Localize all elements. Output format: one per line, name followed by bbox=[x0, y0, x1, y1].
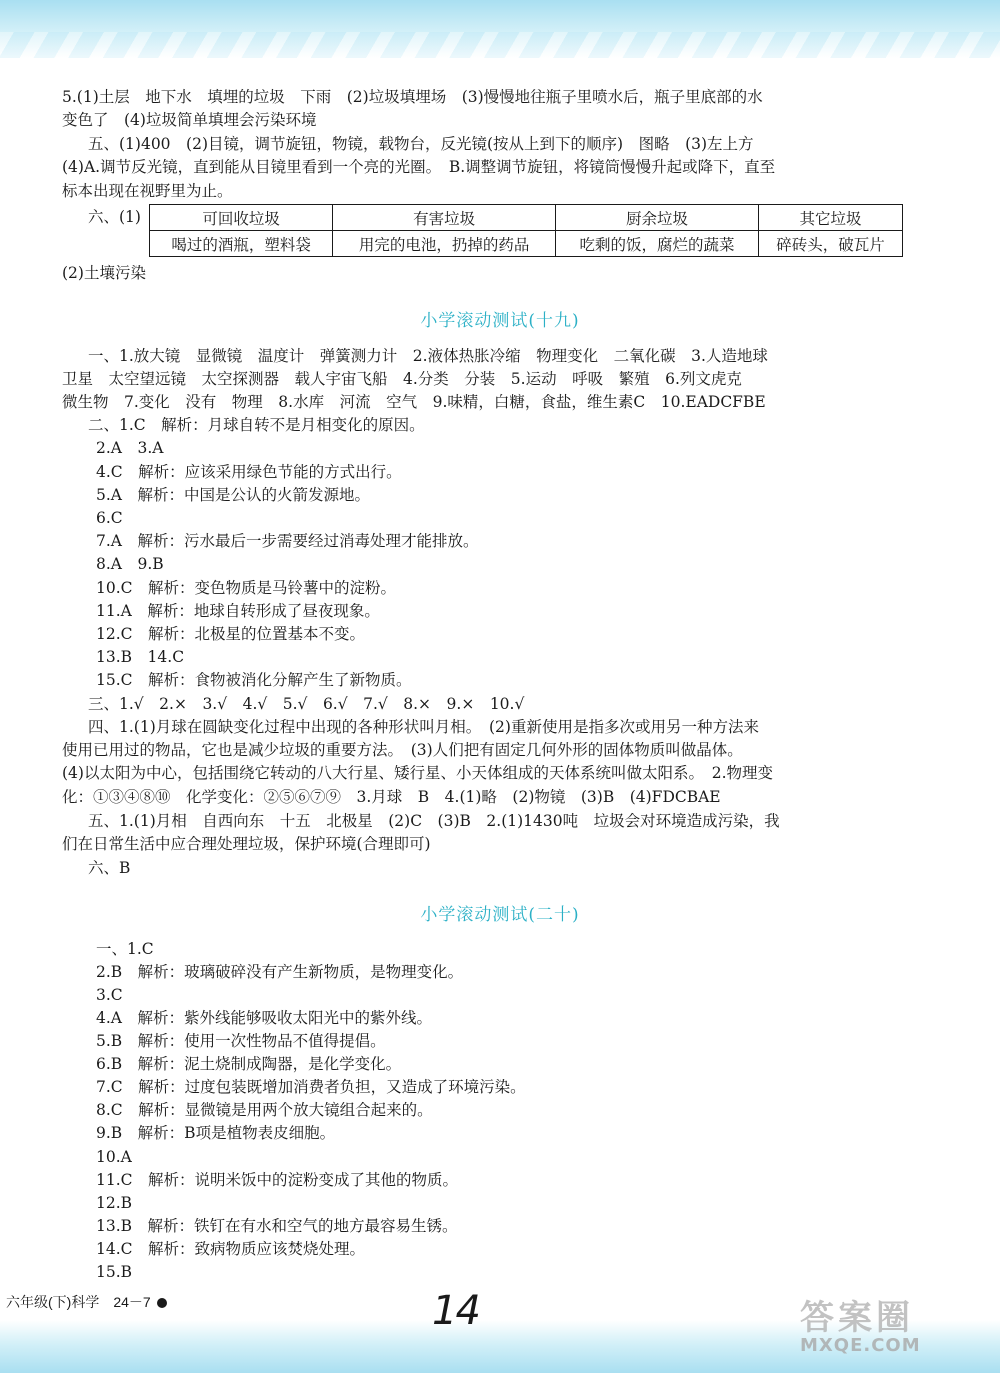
table-cell: 吃剩的饭，腐烂的蔬菜 bbox=[555, 231, 758, 257]
text-line: 4.A 解析：紫外线能够吸收太阳光中的紫外线。 bbox=[96, 1009, 432, 1027]
text-line: 6.C bbox=[96, 509, 123, 527]
text-line: 15.C 解析：食物被消化分解产生了新物质。 bbox=[96, 671, 412, 689]
text-line: 3.C bbox=[96, 986, 123, 1004]
table-cell: 碎砖头，破瓦片 bbox=[758, 231, 902, 257]
text-line: 14.C 解析：致病物质应该焚烧处理。 bbox=[96, 1240, 366, 1258]
text-line: 2.B 解析：玻璃破碎没有产生新物质，是物理变化。 bbox=[96, 963, 464, 981]
bullet-dot-icon bbox=[157, 1298, 167, 1308]
text-line: 一、1.C bbox=[96, 940, 154, 958]
footer-label bbox=[6, 1292, 167, 1312]
text-line: 四、1.(1)月球在圆缺变化过程中出现的各种形状叫月相。 (2)重新使用是指多次或用另一种方法来 bbox=[88, 718, 759, 736]
top-decorative-band bbox=[0, 0, 1000, 58]
text-line: 10.C 解析：变色物质是马铃薯中的淀粉。 bbox=[96, 579, 397, 597]
text-line: 们在日常生活中应合理处理垃圾，保护环境(合理即可) bbox=[62, 835, 431, 853]
text-line: 10.A bbox=[96, 1148, 132, 1166]
text-line: 二、1.C 解析：月球自转不是月相变化的原因。 bbox=[88, 416, 425, 434]
table-row bbox=[150, 231, 903, 257]
text-line: 六、B bbox=[88, 859, 131, 877]
watermark-url: MXQE.COM bbox=[800, 1335, 921, 1356]
text-line: 13.B 解析：铁钉在有水和空气的地方最容易生锈。 bbox=[96, 1217, 458, 1235]
text-line: 8.A 9.B bbox=[96, 555, 164, 573]
text-line: 三、1.√ 2.× 3.√ 4.√ 5.√ 6.√ 7.√ 8.× 9.× 10.√ bbox=[88, 695, 525, 713]
table-header-row bbox=[150, 205, 903, 231]
text-line: 一、1.放大镜 显微镜 温度计 弹簧测力计 2.液体热胀冷缩 物理变化 二氧化碳 3.人造地球 bbox=[88, 347, 768, 365]
text-line: (4)以太阳为中心，包括围绕它转动的八大行星、矮行星、小天体组成的天体系统叫做太阳系。 2.物理变 bbox=[62, 764, 773, 782]
text-line: 2.A 3.A bbox=[96, 439, 164, 457]
text-line: 6.B 解析：泥土烧制成陶器，是化学变化。 bbox=[96, 1055, 402, 1073]
table-header-cell: 其它垃圾 bbox=[758, 205, 902, 231]
text-line: 8.C 解析：显微镜是用两个放大镜组合起来的。 bbox=[96, 1101, 433, 1119]
text-line: 12.C 解析：北极星的位置基本不变。 bbox=[96, 625, 366, 643]
garbage-sorting-table bbox=[149, 204, 903, 257]
text-line: 7.A 解析：污水最后一步需要经过消毒处理才能排放。 bbox=[96, 532, 479, 550]
watermark bbox=[800, 1290, 990, 1360]
table-header-cell: 厨余垃圾 bbox=[555, 205, 758, 231]
text-line: 五、1.(1)月相 自西向东 十五 北极星 (2)C (3)B 2.(1)1430吨 垃圾会对环境造成污染，我 bbox=[88, 812, 780, 830]
table-header-cell: 有害垃圾 bbox=[333, 205, 556, 231]
text-line: (4)A.调节反光镜，直到能从目镜里看到一个亮的光圈。 B.调整调节旋钮，将镜筒慢慢升起或降下，直至 bbox=[62, 158, 776, 176]
text-line: 11.C 解析：说明米饭中的淀粉变成了其他的物质。 bbox=[96, 1171, 459, 1189]
watermark-logo-text: 答案圈 bbox=[800, 1298, 914, 1338]
footer-label-text: 六年级(下)科学 24－7 bbox=[6, 1294, 151, 1310]
text-line: 卫星 太空望远镜 太空探测器 载人宇宙飞船 4.分类 分装 5.运动 呼吸 繁殖 6.列文虎克 bbox=[62, 370, 742, 388]
table-cell: 喝过的酒瓶，塑料袋 bbox=[150, 231, 333, 257]
table-prefix: 六、(1) bbox=[88, 208, 141, 226]
text-line: 变色了 (4)垃圾简单填埋会污染环境 bbox=[62, 111, 317, 129]
text-line: 微生物 7.变化 没有 物理 8.水库 河流 空气 9.味精，白糖，食盐，维生素C 10.EADCFBE bbox=[62, 393, 766, 411]
text-line: 11.A 解析：地球自转形成了昼夜现象。 bbox=[96, 602, 380, 620]
text-line: (2)土壤污染 bbox=[62, 264, 146, 282]
text-line: 五、(1)400 (2)目镜，调节旋钮，物镜，载物台，反光镜(按从上到下的顺序) 图略 (3)左上方 bbox=[88, 135, 754, 153]
text-line: 9.B 解析：B项是植物表皮细胞。 bbox=[96, 1124, 336, 1142]
text-line: 13.B 14.C bbox=[96, 648, 185, 666]
text-line: 5.(1)土层 地下水 填埋的垃圾 下雨 (2)垃圾填埋场 (3)慢慢地往瓶子里喷水后，瓶子里底部的水 bbox=[62, 88, 763, 106]
text-line: 15.B bbox=[96, 1263, 133, 1281]
table-cell: 用完的电池，扔掉的药品 bbox=[333, 231, 556, 257]
page-number: 14 bbox=[432, 1288, 479, 1334]
text-line: 5.A 解析：中国是公认的火箭发源地。 bbox=[96, 486, 370, 504]
section-title: 小学滚动测试(二十) bbox=[420, 905, 580, 925]
text-line: 4.C 解析：应该采用绿色节能的方式出行。 bbox=[96, 463, 402, 481]
text-line: 12.B bbox=[96, 1194, 133, 1212]
text-line: 使用已用过的物品，它也是减少垃圾的重要方法。 (3)人们把有固定几何外形的固体物质叫做晶体。 bbox=[62, 741, 743, 759]
text-line: 5.B 解析：使用一次性物品不值得提倡。 bbox=[96, 1032, 386, 1050]
section-title: 小学滚动测试(十九) bbox=[420, 311, 580, 331]
text-line: 化：①③④⑧⑩ 化学变化：②⑤⑥⑦⑨ 3.月球 B 4.(1)略 (2)物镜 (3)B (4)FDCBAE bbox=[62, 788, 721, 806]
table-header-cell: 可回收垃圾 bbox=[150, 205, 333, 231]
text-line: 标本出现在视野里为止。 bbox=[62, 182, 233, 200]
text-line: 7.C 解析：过度包装既增加消费者负担，又造成了环境污染。 bbox=[96, 1078, 526, 1096]
